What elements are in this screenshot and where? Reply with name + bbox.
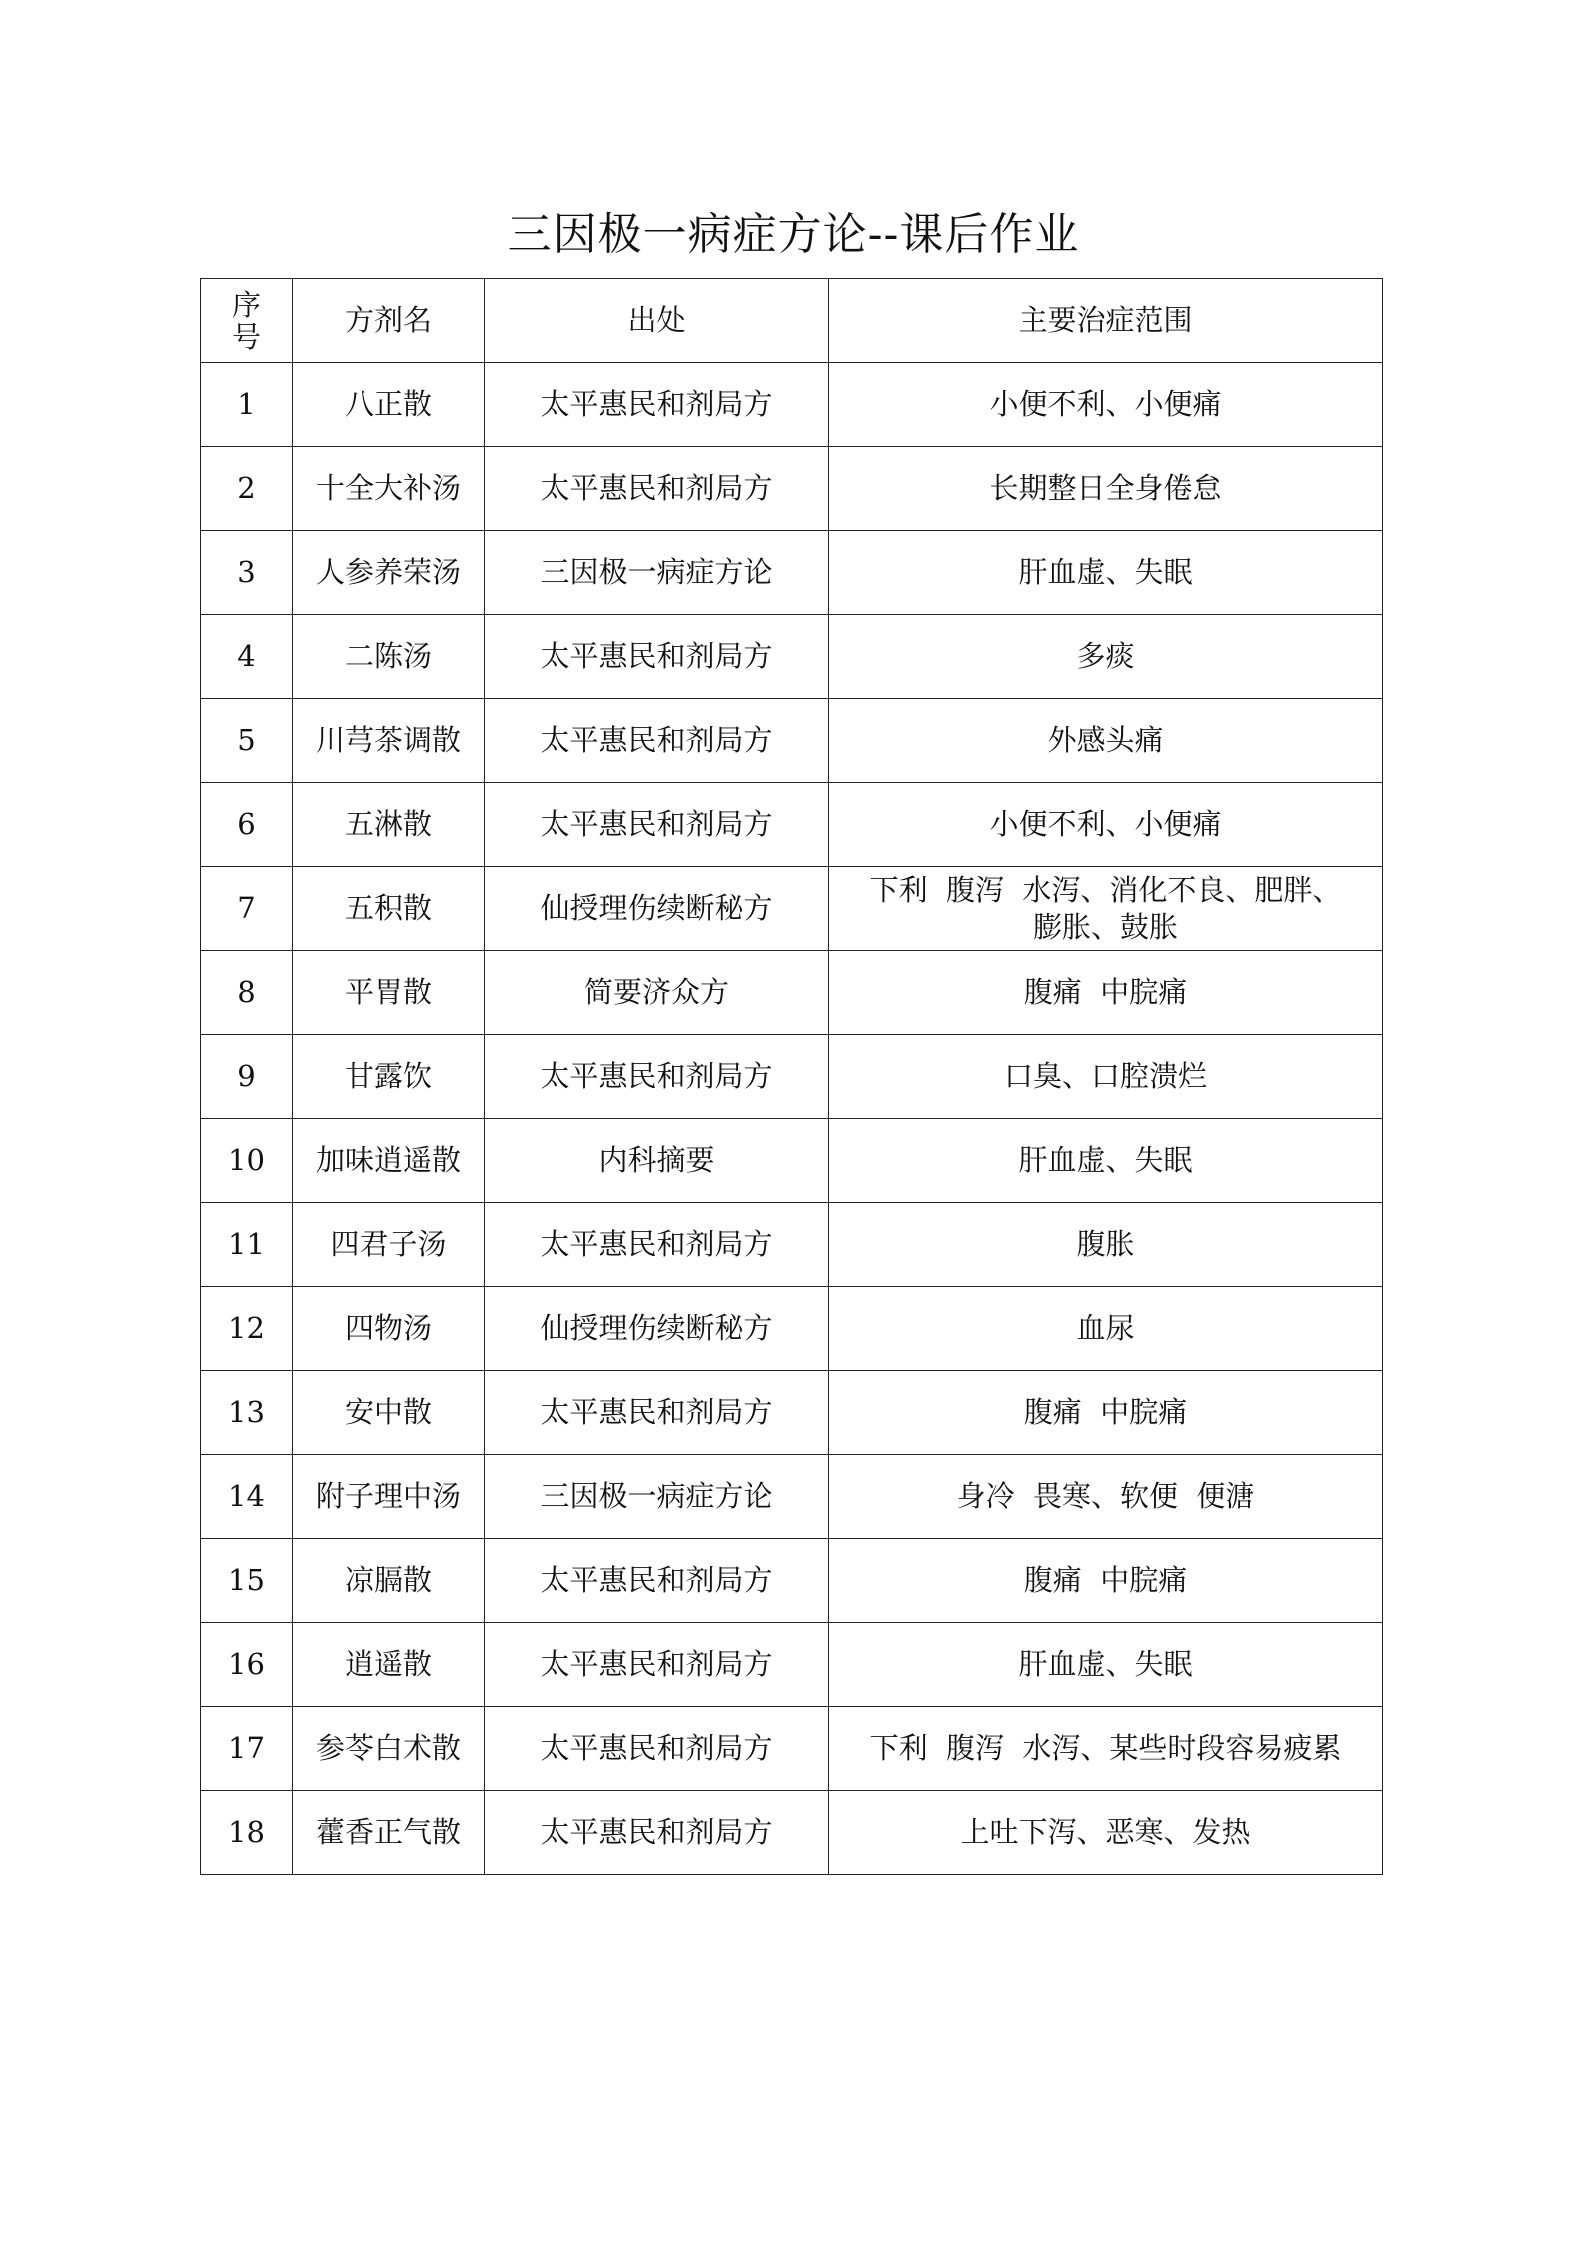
header-seq xyxy=(201,279,293,363)
cell-source: 太平惠民和剂局方 xyxy=(485,1539,829,1623)
cell-source: 太平惠民和剂局方 xyxy=(485,1791,829,1875)
cell-indication: 小便不利、小便痛 xyxy=(829,363,1383,447)
table-row xyxy=(201,1707,1383,1791)
cell-indication xyxy=(829,867,1383,951)
cell-indication-line2: 膨胀、鼓胀 xyxy=(1032,909,1178,944)
cell-name: 十全大补汤 xyxy=(293,447,485,531)
cell-seq: 18 xyxy=(201,1791,293,1875)
cell-source: 仙授理伤续断秘方 xyxy=(485,867,829,951)
cell-indication: 外感头痛 xyxy=(829,699,1383,783)
table-header-row xyxy=(201,279,1383,363)
cell-indication: 腹痛 中脘痛 xyxy=(829,1371,1383,1455)
cell-name: 附子理中汤 xyxy=(293,1455,485,1539)
cell-seq: 16 xyxy=(201,1623,293,1707)
cell-seq: 15 xyxy=(201,1539,293,1623)
cell-source: 太平惠民和剂局方 xyxy=(485,1623,829,1707)
cell-indication: 肝血虚、失眠 xyxy=(829,1119,1383,1203)
cell-seq: 5 xyxy=(201,699,293,783)
cell-name: 加味逍遥散 xyxy=(293,1119,485,1203)
cell-seq: 17 xyxy=(201,1707,293,1791)
cell-seq: 1 xyxy=(201,363,293,447)
cell-name: 二陈汤 xyxy=(293,615,485,699)
table-row xyxy=(201,1035,1383,1119)
cell-indication: 肝血虚、失眠 xyxy=(829,1623,1383,1707)
cell-indication: 身冷 畏寒、软便 便溏 xyxy=(829,1455,1383,1539)
cell-indication: 腹痛 中脘痛 xyxy=(829,1539,1383,1623)
cell-name: 五积散 xyxy=(293,867,485,951)
cell-source: 三因极一病症方论 xyxy=(485,1455,829,1539)
cell-source: 三因极一病症方论 xyxy=(485,531,829,615)
cell-source: 简要济众方 xyxy=(485,951,829,1035)
cell-source: 太平惠民和剂局方 xyxy=(485,1371,829,1455)
cell-name: 平胃散 xyxy=(293,951,485,1035)
cell-indication: 肝血虚、失眠 xyxy=(829,531,1383,615)
table-row xyxy=(201,951,1383,1035)
page-title: 三因极一病症方论--课后作业 xyxy=(507,209,1080,260)
cell-source: 仙授理伤续断秘方 xyxy=(485,1287,829,1371)
cell-name: 川芎茶调散 xyxy=(293,699,485,783)
cell-name: 安中散 xyxy=(293,1371,485,1455)
cell-indication: 口臭、口腔溃烂 xyxy=(829,1035,1383,1119)
cell-name: 八正散 xyxy=(293,363,485,447)
cell-seq: 8 xyxy=(201,951,293,1035)
table-row xyxy=(201,1623,1383,1707)
header-source: 出处 xyxy=(485,279,829,363)
cell-name: 参苓白术散 xyxy=(293,1707,485,1791)
table-row xyxy=(201,1791,1383,1875)
formula-table xyxy=(200,278,1383,1875)
table-row xyxy=(201,867,1383,951)
table-row xyxy=(201,1119,1383,1203)
cell-indication: 多痰 xyxy=(829,615,1383,699)
cell-name: 四君子汤 xyxy=(293,1203,485,1287)
table-row xyxy=(201,783,1383,867)
cell-indication: 腹胀 xyxy=(829,1203,1383,1287)
cell-source: 太平惠民和剂局方 xyxy=(485,447,829,531)
cell-seq: 4 xyxy=(201,615,293,699)
header-seq-line2: 号 xyxy=(231,319,261,354)
cell-seq: 9 xyxy=(201,1035,293,1119)
cell-name: 逍遥散 xyxy=(293,1623,485,1707)
cell-source: 太平惠民和剂局方 xyxy=(485,1035,829,1119)
cell-seq: 7 xyxy=(201,867,293,951)
cell-seq: 11 xyxy=(201,1203,293,1287)
cell-source: 太平惠民和剂局方 xyxy=(485,1203,829,1287)
cell-source: 内科摘要 xyxy=(485,1119,829,1203)
cell-source: 太平惠民和剂局方 xyxy=(485,615,829,699)
cell-seq: 13 xyxy=(201,1371,293,1455)
cell-indication: 血尿 xyxy=(829,1287,1383,1371)
table-row xyxy=(201,1539,1383,1623)
cell-source: 太平惠民和剂局方 xyxy=(485,1707,829,1791)
cell-source: 太平惠民和剂局方 xyxy=(485,363,829,447)
cell-name: 五淋散 xyxy=(293,783,485,867)
cell-seq: 12 xyxy=(201,1287,293,1371)
cell-seq: 3 xyxy=(201,531,293,615)
cell-source: 太平惠民和剂局方 xyxy=(485,783,829,867)
header-name: 方剂名 xyxy=(293,279,485,363)
table-row xyxy=(201,1287,1383,1371)
cell-name: 四物汤 xyxy=(293,1287,485,1371)
cell-seq: 2 xyxy=(201,447,293,531)
cell-source: 太平惠民和剂局方 xyxy=(485,699,829,783)
cell-indication: 下利 腹泻 水泻、某些时段容易疲累 xyxy=(829,1707,1383,1791)
table-row xyxy=(201,615,1383,699)
table-row xyxy=(201,1371,1383,1455)
table-row xyxy=(201,531,1383,615)
cell-name: 凉膈散 xyxy=(293,1539,485,1623)
cell-indication: 上吐下泻、恶寒、发热 xyxy=(829,1791,1383,1875)
cell-name: 人参养荣汤 xyxy=(293,531,485,615)
cell-seq: 10 xyxy=(201,1119,293,1203)
cell-name: 甘露饮 xyxy=(293,1035,485,1119)
cell-indication-line1: 下利 腹泻 水泻、消化不良、肥胖、 xyxy=(869,872,1342,907)
cell-indication: 长期整日全身倦怠 xyxy=(829,447,1383,531)
header-indication: 主要治症范围 xyxy=(829,279,1383,363)
table-row xyxy=(201,699,1383,783)
cell-indication: 小便不利、小便痛 xyxy=(829,783,1383,867)
cell-indication: 腹痛 中脘痛 xyxy=(829,951,1383,1035)
table-row xyxy=(201,363,1383,447)
table-row xyxy=(201,1455,1383,1539)
cell-name: 藿香正气散 xyxy=(293,1791,485,1875)
cell-seq: 14 xyxy=(201,1455,293,1539)
table-row xyxy=(201,447,1383,531)
header-seq-line1: 序 xyxy=(231,287,261,322)
cell-seq: 6 xyxy=(201,783,293,867)
table-row xyxy=(201,1203,1383,1287)
